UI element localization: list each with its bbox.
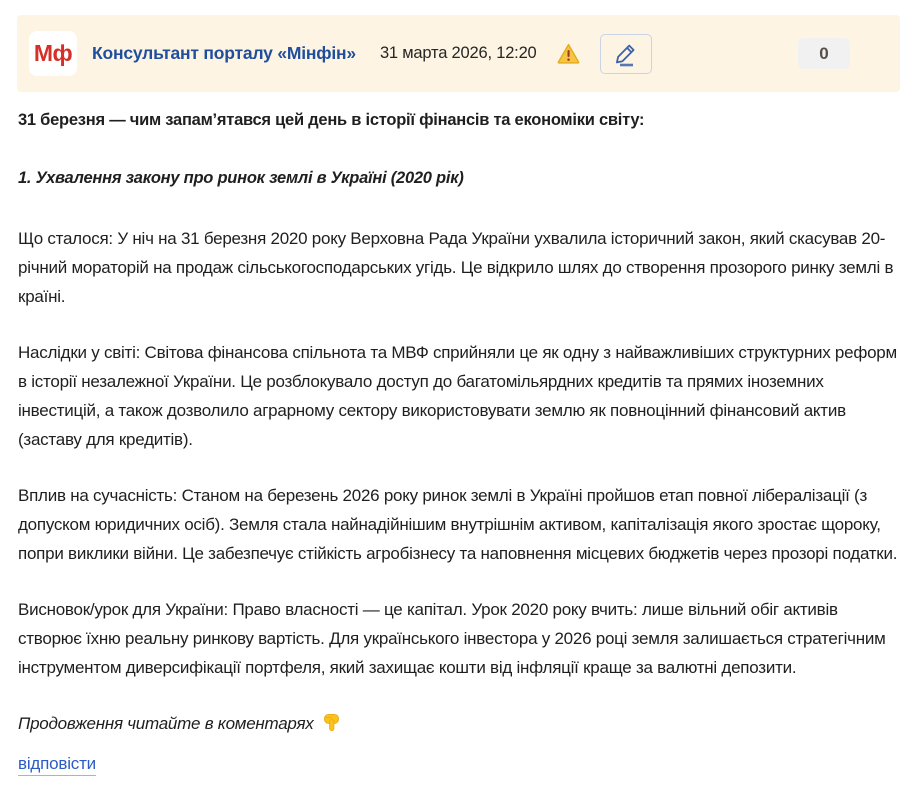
- pointing-down-icon: [318, 717, 341, 736]
- author-link[interactable]: Консультант порталу «Мінфін»: [92, 43, 356, 63]
- footer-note: [18, 709, 899, 741]
- comment-header: [17, 15, 900, 92]
- post-paragraph-3: Вплив на сучасність: Станом на березень 2026 року ринок землі в Україні пройшов етап повної лібералізації (з допуском юридичних осіб). Земля стала найнадійнішим внутрішнім активом, капіталізація якого зростає щороку, попри виклики війни. Це забезпечує стійкість агробізнесу та наповнення місцевих бюджетів через прозорі податки.: [18, 486, 898, 563]
- rating-badge: 0: [798, 38, 850, 69]
- post-paragraph-4: Висновок/урок для України: Право власності — це капітал. Урок 2020 року вчить: лише вільний обіг активів створює їхню реальну ринкову вартість. Для українського інвестора у 2026 році земля залишається стратегічним інструментом диверсифікації портфеля, який захищає кошти від інфляції краще за валютні депозити.: [18, 600, 886, 677]
- footer-note-text: Продовження читайте в коментарях: [18, 714, 314, 733]
- comment-page: [0, 15, 917, 776]
- avatar-logo-text: Мф: [33, 40, 73, 66]
- post-date: 31 марта 2026, 12:20: [379, 44, 537, 62]
- post-paragraph-2: Наслідки у світі: Світова фінансова спільнота та МВФ сприйняли це як одну з найважливіших структурних реформ в історії незалежної України. Це розблокувало доступ до багатомільярдних кредитів та прямих іноземних інвестицій, а також дозволило аграрному сектору використовувати землю як повноцінний фінансовий актив (заставу для кредитів).: [18, 343, 897, 449]
- comment-body: [18, 106, 899, 776]
- warning-icon[interactable]: [557, 43, 580, 64]
- post-title: 31 березня — чим запам’ятався цей день в історії фінансів та економіки світу:: [18, 111, 645, 129]
- post-subtitle: 1. Ухвалення закону про ринок землі в Україні (2020 рік): [18, 169, 464, 187]
- edit-button[interactable]: [600, 34, 652, 74]
- post-paragraph-1: Що сталося: У ніч на 31 березня 2020 року Верховна Рада України ухвалила історичний закон, який скасував 20-річний мораторій на продаж сільськогосподарських угідь. Це відкрило шлях до створення прозорого ринку землі в країні.: [18, 229, 894, 306]
- avatar[interactable]: [29, 31, 77, 76]
- reply-link[interactable]: відповісти: [18, 754, 96, 776]
